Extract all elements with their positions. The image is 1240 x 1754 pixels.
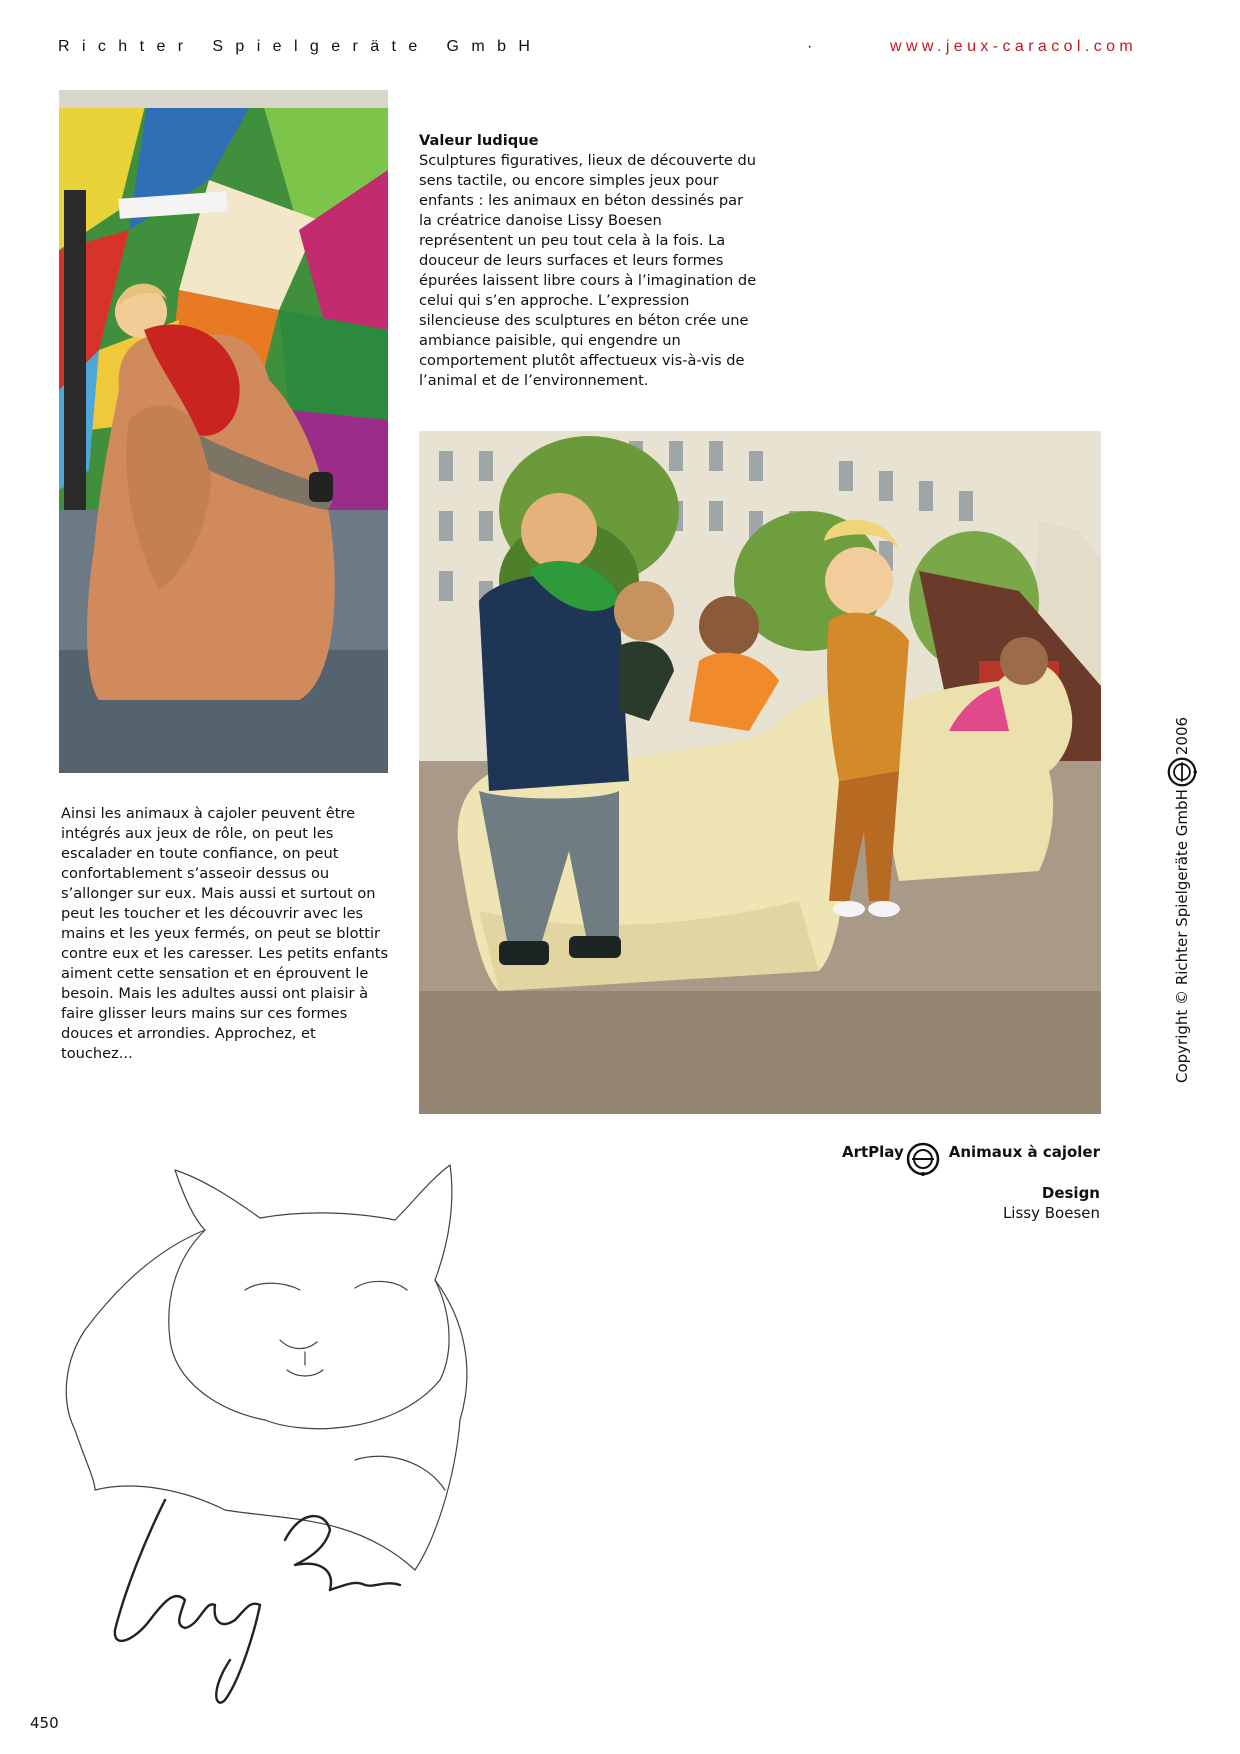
intro-title: Valeur ludique: [419, 132, 539, 149]
designer-name: Lissy Boesen: [1002, 1204, 1100, 1222]
photo-children-with-cat-sculptures: [419, 431, 1101, 1114]
page-header: [58, 38, 1138, 62]
cat-sketch-drawing: [55, 1160, 505, 1720]
copyright-year: 2006: [1173, 716, 1191, 756]
copyright-text: Copyright © Richter Spielgeräte GmbH: [1173, 789, 1191, 1083]
intro-block: [419, 131, 759, 391]
body-text-block: [61, 804, 391, 1064]
website-link[interactable]: www.jeux-caracol.com: [890, 38, 1138, 55]
product-caption: [780, 1142, 1100, 1232]
product-name: Animaux à cajoler: [948, 1143, 1100, 1161]
page-number: 450: [30, 1714, 59, 1732]
copyright-notice: [1170, 663, 1194, 1083]
body-text: Ainsi les animaux à cajoler peuvent être intégrés aux jeux de rôle, on peut les escalader en toute confiance, on peut confortablement s’asseoir dessus ou s’allonger sur eux. Mais aussi et surtout on peut les toucher et les découvrir avec les mains et les yeux fermés, on peut se blottir contre eux et les caresser. Les petits enfants aiment cette sensation et en éprouvent le besoin. Mais les adultes aussi ont plaisir à faire glisser leurs mains sur ces formes douces et arrondies. Approchez, et touchez...: [61, 805, 389, 1062]
design-label: Design: [1041, 1184, 1100, 1202]
intro-text: Sculptures figuratives, lieux de découverte du sens tactile, ou encore simples jeux pour enfants : les animaux en béton dessinés par la créatrice danoise Lissy Boesen représentent un peu tout cela à la fois. La douceur de leurs surfaces et leurs formes épurées laissent libre cours à l’imagination de celui qui s’en approche. L’expression silencieuse des sculptures en béton crée une ambiance paisible, qui engendre un comportement plutôt affectueux vis-à-vis de l’animal et de l’environnement.: [419, 152, 757, 389]
caracol-logo-icon: [1167, 757, 1197, 787]
product-brand: ArtPlay: [842, 1143, 904, 1161]
header-separator: ·: [807, 38, 813, 55]
caracol-logo-icon: [906, 1142, 940, 1176]
photo-child-on-sculpture: [59, 90, 388, 773]
company-name: Richter Spielgeräte GmbH: [58, 38, 543, 55]
